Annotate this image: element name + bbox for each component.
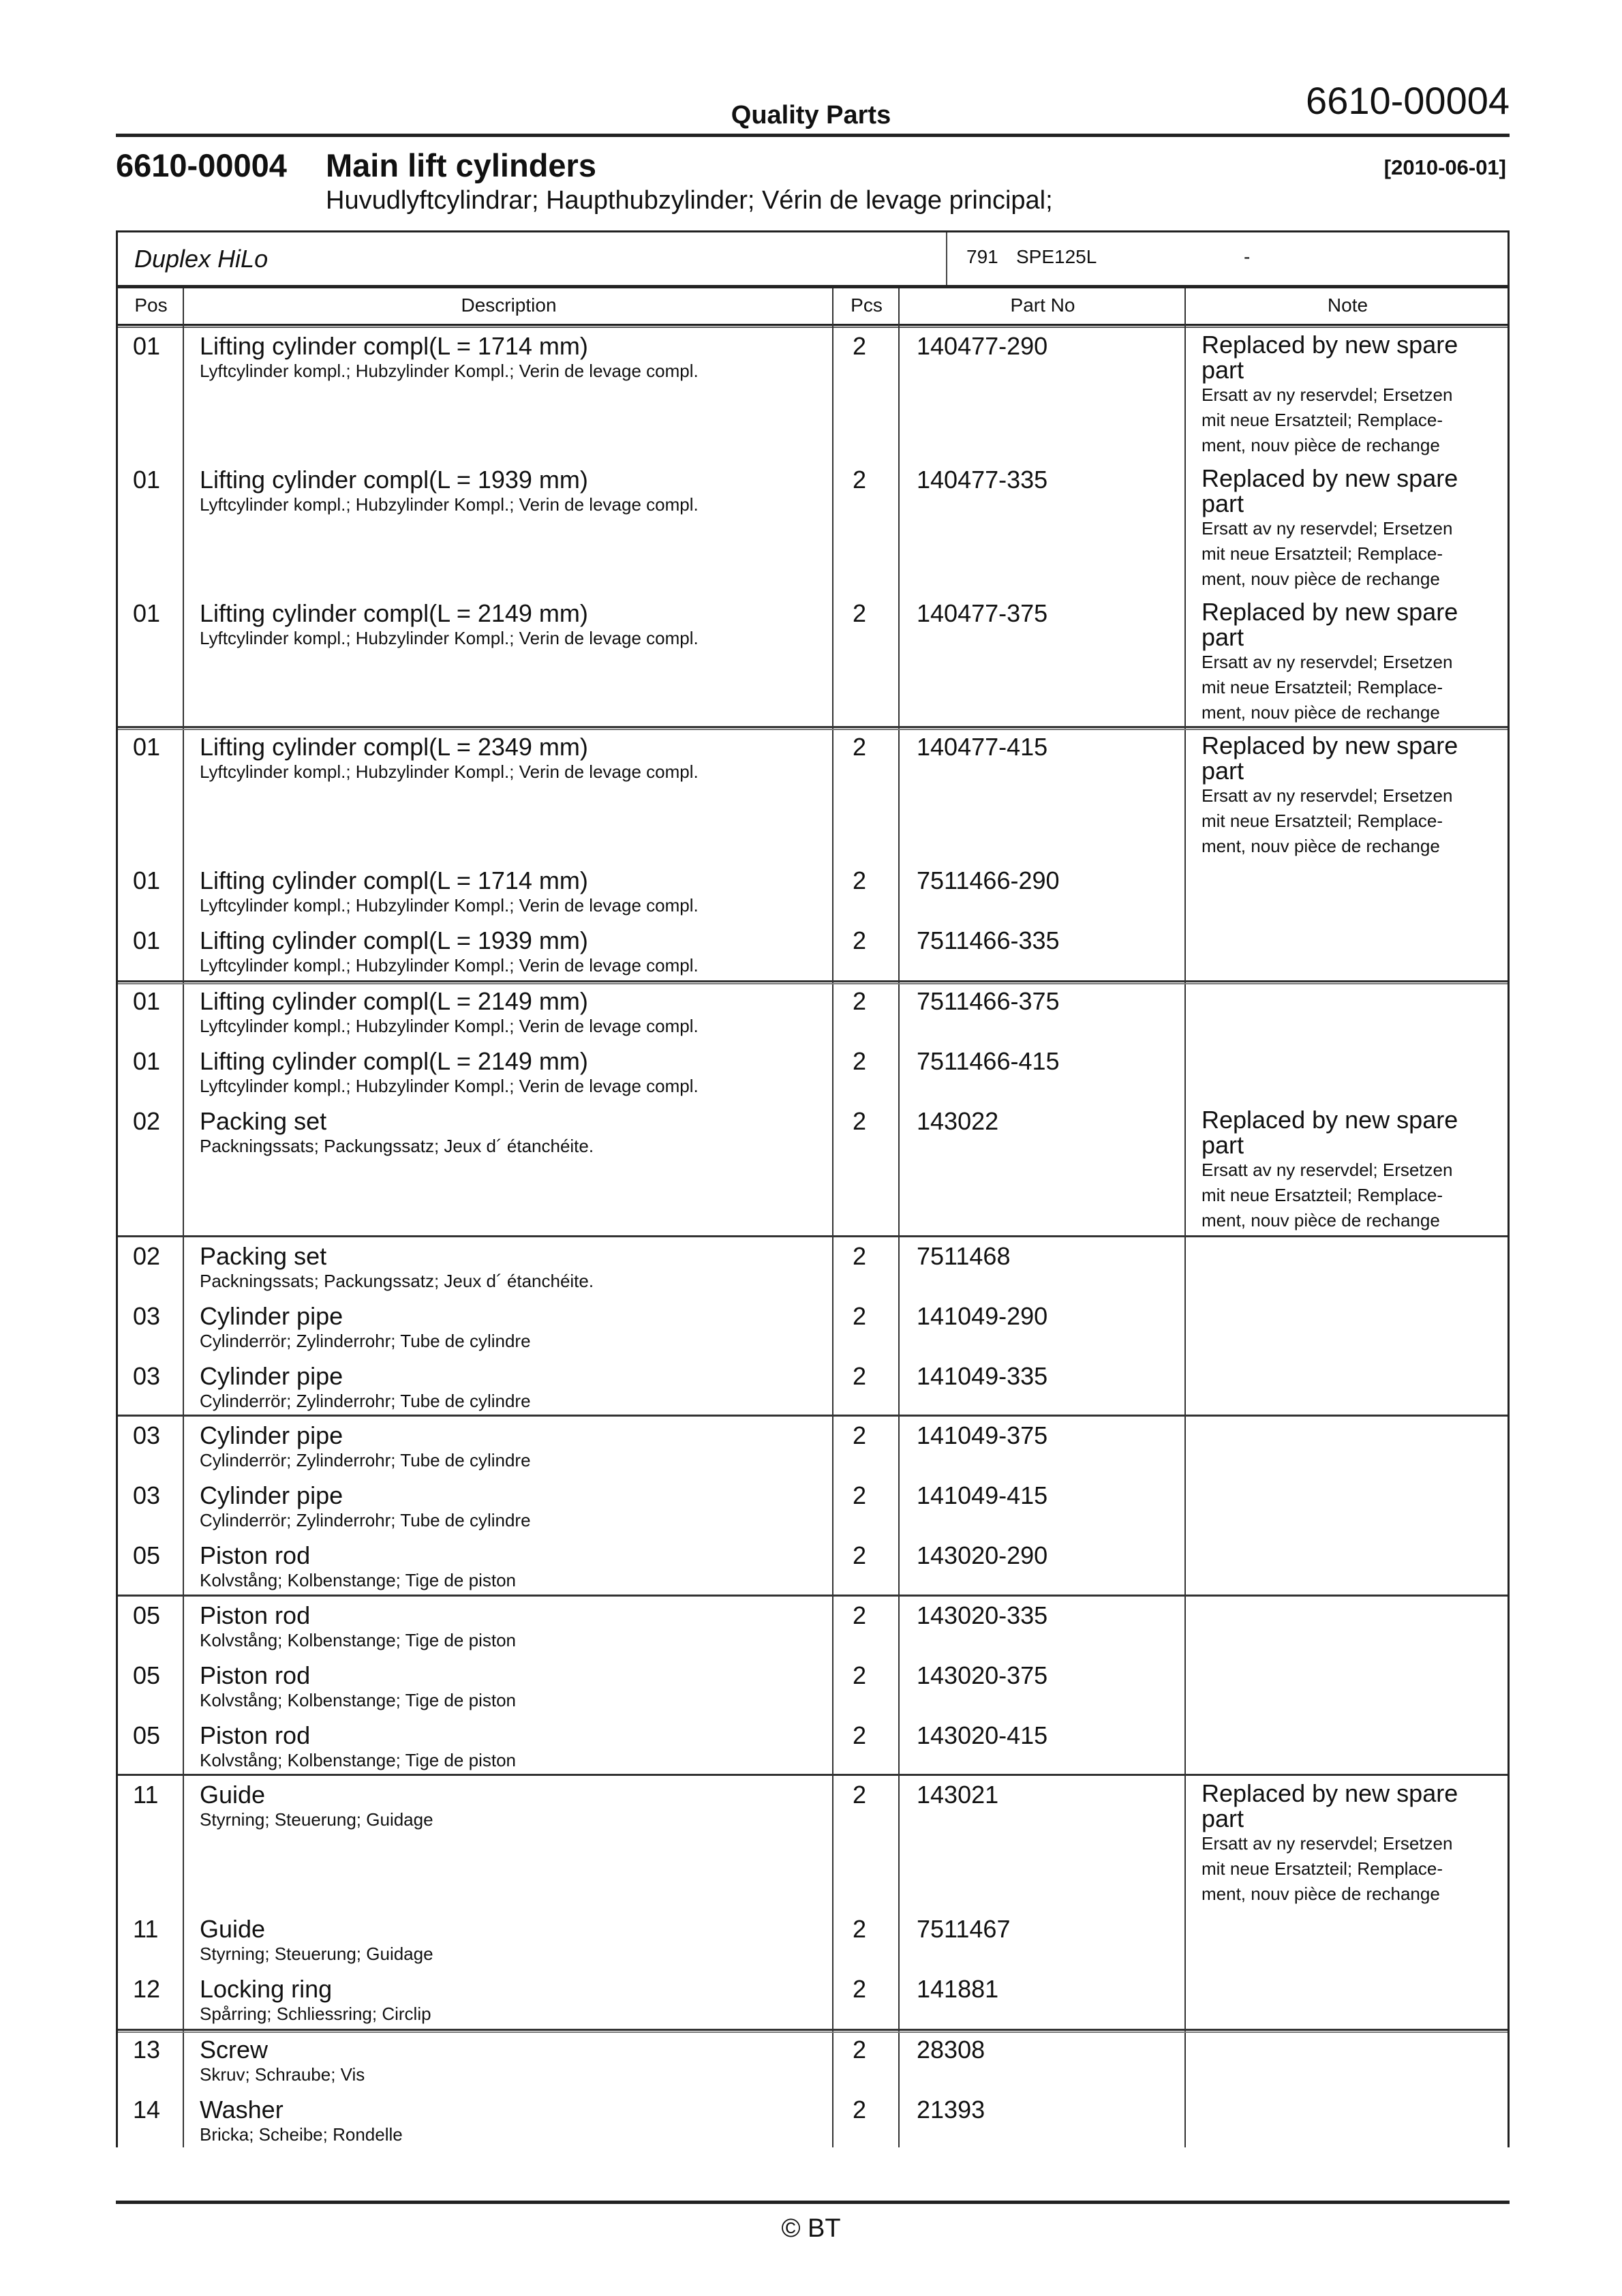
row-translation: Cylinderrör; Zylinderrohr; Tube de cylindre xyxy=(200,1391,531,1411)
row-description: Cylinder pipe xyxy=(200,1481,343,1509)
row-pcs: 2 xyxy=(853,332,867,360)
row-description: Cylinder pipe xyxy=(200,1421,343,1449)
row-part-no[interactable]: 143020-290 xyxy=(917,1541,1048,1569)
note-main: part xyxy=(1202,757,1244,785)
row-pos: 12 xyxy=(133,1975,161,2003)
row-pcs: 2 xyxy=(853,1915,867,1943)
row-part-no[interactable]: 140477-290 xyxy=(917,332,1048,360)
row-translation: Kolvstång; Kolbenstange; Tige de piston xyxy=(200,1750,516,1770)
footer-divider xyxy=(116,2201,1510,2204)
row-pos: 11 xyxy=(133,1915,159,1943)
group-divider xyxy=(118,2029,1508,2033)
note-main: part xyxy=(1202,623,1244,651)
note-main: Replaced by new spare xyxy=(1202,1106,1458,1134)
row-pcs: 2 xyxy=(853,1242,867,1270)
row-part-no[interactable]: 141049-290 xyxy=(917,1302,1048,1330)
group-divider xyxy=(118,726,1508,730)
group-divider xyxy=(118,1415,1508,1417)
row-part-no[interactable]: 143022 xyxy=(917,1107,999,1135)
row-pos: 01 xyxy=(133,866,161,894)
row-pos: 05 xyxy=(133,1601,161,1629)
note-main: Replaced by new spare xyxy=(1202,1779,1458,1807)
row-pos: 02 xyxy=(133,1242,161,1270)
note-sub: Ersatt av ny reservdel; Ersetzen xyxy=(1202,384,1453,405)
row-translation: Kolvstång; Kolbenstange; Tige de piston xyxy=(200,1630,516,1650)
group-divider xyxy=(118,1774,1508,1776)
row-description: Lifting cylinder compl(L = 2349 mm) xyxy=(200,733,588,761)
row-pos: 03 xyxy=(133,1302,161,1330)
row-part-no[interactable]: 140477-335 xyxy=(917,466,1048,494)
note-main: part xyxy=(1202,1804,1244,1832)
row-pos: 01 xyxy=(133,1047,161,1075)
row-pcs: 2 xyxy=(853,1047,867,1075)
note-sub: ment, nouv pièce de rechange xyxy=(1202,1210,1440,1230)
note-sub: Ersatt av ny reservdel; Ersetzen xyxy=(1202,785,1453,806)
header-rule xyxy=(118,324,1508,328)
row-description: Lifting cylinder compl(L = 1714 mm) xyxy=(200,866,588,894)
row-part-no[interactable]: 140477-375 xyxy=(917,599,1048,627)
row-pcs: 2 xyxy=(853,1721,867,1749)
row-pcs: 2 xyxy=(853,1421,867,1449)
group-divider xyxy=(118,1235,1508,1237)
note-sub: mit neue Ersatzteil; Remplace- xyxy=(1202,1858,1443,1879)
row-part-no[interactable]: 141049-375 xyxy=(917,1421,1048,1449)
row-description: Lifting cylinder compl(L = 2149 mm) xyxy=(200,1047,588,1075)
page-title-code: 6610-00004 xyxy=(116,147,287,183)
row-pcs: 2 xyxy=(853,866,867,894)
row-pcs: 2 xyxy=(853,1781,867,1809)
column-divider xyxy=(1184,288,1186,2147)
row-translation: Bricka; Scheibe; Rondelle xyxy=(200,2124,403,2145)
column-divider xyxy=(832,288,833,2147)
row-description: Packing set xyxy=(200,1107,327,1135)
row-description: Locking ring xyxy=(200,1975,333,2003)
column-header-part-no: Part No xyxy=(1010,294,1075,316)
model-divider xyxy=(946,232,947,285)
row-pos: 01 xyxy=(133,926,161,954)
row-pos: 01 xyxy=(133,332,161,360)
row-translation: Lyftcylinder kompl.; Hubzylinder Kompl.; Verin de levage compl. xyxy=(200,761,699,782)
note-main: part xyxy=(1202,356,1244,384)
row-part-no[interactable]: 7511466-415 xyxy=(917,1047,1060,1075)
row-translation: Skruv; Schraube; Vis xyxy=(200,2064,365,2085)
row-description: Lifting cylinder compl(L = 1939 mm) xyxy=(200,466,588,494)
note-sub: ment, nouv pièce de rechange xyxy=(1202,702,1440,723)
row-part-no[interactable]: 143020-335 xyxy=(917,1601,1048,1629)
row-part-no[interactable]: 7511466-375 xyxy=(917,987,1060,1015)
note-main: Replaced by new spare xyxy=(1202,464,1458,492)
note-main: part xyxy=(1202,489,1244,517)
note-sub: mit neue Ersatzteil; Remplace- xyxy=(1202,677,1443,697)
column-divider xyxy=(183,288,184,2147)
model-type: SPE125L xyxy=(1016,246,1097,267)
row-translation: Styrning; Steuerung; Guidage xyxy=(200,1944,433,1964)
note-sub: mit neue Ersatzteil; Remplace- xyxy=(1202,1185,1443,1205)
row-part-no[interactable]: 141881 xyxy=(917,1975,999,2003)
note-main: part xyxy=(1202,1131,1244,1159)
row-pcs: 2 xyxy=(853,2036,867,2064)
row-pcs: 2 xyxy=(853,1302,867,1330)
row-pcs: 2 xyxy=(853,1481,867,1509)
page-title: Main lift cylinders xyxy=(326,147,596,183)
header-doc-number: 6610-00004 xyxy=(1306,79,1510,122)
row-note xyxy=(1202,733,1495,859)
row-translation: Lyftcylinder kompl.; Hubzylinder Kompl.; Verin de levage compl. xyxy=(200,361,699,381)
row-note xyxy=(1202,599,1495,725)
row-translation: Lyftcylinder kompl.; Hubzylinder Kompl.; Verin de levage compl. xyxy=(200,1076,699,1096)
row-description: Lifting cylinder compl(L = 1714 mm) xyxy=(200,332,588,360)
column-header-pos: Pos xyxy=(134,294,168,316)
row-translation: Cylinderrör; Zylinderrohr; Tube de cylindre xyxy=(200,1331,531,1351)
column-header-note: Note xyxy=(1327,294,1368,316)
row-description: Packing set xyxy=(200,1242,327,1270)
header-section-title: Quality Parts xyxy=(731,101,891,130)
note-sub: mit neue Ersatzteil; Remplace- xyxy=(1202,811,1443,831)
row-translation: Lyftcylinder kompl.; Hubzylinder Kompl.; Verin de levage compl. xyxy=(200,628,699,648)
row-part-no[interactable]: 7511466-290 xyxy=(917,866,1060,894)
row-pcs: 2 xyxy=(853,1362,867,1390)
note-sub: Ersatt av ny reservdel; Ersetzen xyxy=(1202,1160,1453,1180)
row-description: Screw xyxy=(200,2036,269,2064)
row-part-no[interactable]: 141049-415 xyxy=(917,1481,1048,1509)
row-translation: Kolvstång; Kolbenstange; Tige de piston xyxy=(200,1690,516,1710)
column-header-pcs: Pcs xyxy=(851,294,883,316)
row-pos: 05 xyxy=(133,1541,161,1569)
row-note xyxy=(1202,1107,1495,1233)
row-part-no[interactable]: 28308 xyxy=(917,2036,985,2064)
footer-copyright: © BT xyxy=(781,2214,841,2243)
row-pos: 01 xyxy=(133,599,161,627)
row-description: Lifting cylinder compl(L = 2149 mm) xyxy=(200,599,588,627)
row-part-no[interactable]: 7511468 xyxy=(917,1242,1011,1270)
note-sub: ment, nouv pièce de rechange xyxy=(1202,569,1440,589)
row-pcs: 2 xyxy=(853,1541,867,1569)
row-translation: Lyftcylinder kompl.; Hubzylinder Kompl.; Verin de levage compl. xyxy=(200,955,699,976)
note-main: Replaced by new spare xyxy=(1202,598,1458,626)
row-pos: 01 xyxy=(133,466,161,494)
row-translation: Styrning; Steuerung; Guidage xyxy=(200,1809,433,1830)
page-subtitle-translations: Huvudlyftcylindrar; Haupthubzylinder; Vérin de levage principal; xyxy=(326,186,1053,215)
note-sub: ment, nouv pièce de rechange xyxy=(1202,836,1440,856)
row-part-no[interactable]: 143020-415 xyxy=(917,1721,1048,1749)
row-description: Piston rod xyxy=(200,1601,311,1629)
row-pcs: 2 xyxy=(853,1107,867,1135)
row-description: Lifting cylinder compl(L = 1939 mm) xyxy=(200,926,588,954)
row-pos: 14 xyxy=(133,2096,161,2124)
parts-table xyxy=(116,230,1510,2147)
note-main: Replaced by new spare xyxy=(1202,331,1458,359)
row-note xyxy=(1202,332,1495,458)
row-part-no[interactable]: 7511467 xyxy=(917,1915,1011,1943)
row-description: Washer xyxy=(200,2096,284,2124)
row-part-no[interactable]: 143021 xyxy=(917,1781,999,1809)
row-pcs: 2 xyxy=(853,733,867,761)
row-pos: 03 xyxy=(133,1421,161,1449)
row-pos: 01 xyxy=(133,987,161,1015)
note-sub: ment, nouv pièce de rechange xyxy=(1202,435,1440,455)
row-description: Piston rod xyxy=(200,1661,311,1689)
row-pcs: 2 xyxy=(853,926,867,954)
row-pcs: 2 xyxy=(853,1601,867,1629)
row-pos: 03 xyxy=(133,1362,161,1390)
row-description: Cylinder pipe xyxy=(200,1362,343,1390)
row-translation: Spårring; Schliessring; Circlip xyxy=(200,2004,431,2024)
note-sub: Ersatt av ny reservdel; Ersetzen xyxy=(1202,518,1453,539)
note-sub: ment, nouv pièce de rechange xyxy=(1202,1884,1440,1904)
row-translation: Kolvstång; Kolbenstange; Tige de piston xyxy=(200,1570,516,1590)
row-pcs: 2 xyxy=(853,1661,867,1689)
row-translation: Packningssats; Packungssatz; Jeux d´ étanchéite. xyxy=(200,1136,594,1156)
row-pos: 05 xyxy=(133,1721,161,1749)
row-pos: 13 xyxy=(133,2036,161,2064)
row-pcs: 2 xyxy=(853,987,867,1015)
row-part-no[interactable]: 141049-335 xyxy=(917,1362,1048,1390)
note-sub: Ersatt av ny reservdel; Ersetzen xyxy=(1202,1833,1453,1854)
note-main: Replaced by new spare xyxy=(1202,731,1458,759)
row-pos: 05 xyxy=(133,1661,161,1689)
model-name: Duplex HiLo xyxy=(134,245,269,273)
column-header-description: Description xyxy=(461,294,557,316)
row-pcs: 2 xyxy=(853,466,867,494)
row-pcs: 2 xyxy=(853,1975,867,2003)
row-translation: Lyftcylinder kompl.; Hubzylinder Kompl.; Verin de levage compl. xyxy=(200,494,699,515)
row-translation: Cylinderrör; Zylinderrohr; Tube de cylindre xyxy=(200,1510,531,1530)
row-description: Piston rod xyxy=(200,1721,311,1749)
page-date: [2010-06-01] xyxy=(1383,155,1506,179)
row-part-no[interactable]: 143020-375 xyxy=(917,1661,1048,1689)
row-translation: Cylinderrör; Zylinderrohr; Tube de cylindre xyxy=(200,1450,531,1470)
row-translation: Lyftcylinder kompl.; Hubzylinder Kompl.; Verin de levage compl. xyxy=(200,895,699,916)
row-part-no[interactable]: 21393 xyxy=(917,2096,985,2124)
row-description: Guide xyxy=(200,1781,266,1809)
row-pos: 03 xyxy=(133,1481,161,1509)
header-divider xyxy=(116,134,1510,137)
row-translation: Lyftcylinder kompl.; Hubzylinder Kompl.; Verin de levage compl. xyxy=(200,1016,699,1036)
row-translation: Packningssats; Packungssatz; Jeux d´ étanchéite. xyxy=(200,1271,594,1291)
row-description: Cylinder pipe xyxy=(200,1302,343,1330)
row-description: Lifting cylinder compl(L = 2149 mm) xyxy=(200,987,588,1015)
row-description: Piston rod xyxy=(200,1541,311,1569)
model-row xyxy=(118,232,1508,288)
row-pos: 02 xyxy=(133,1107,161,1135)
model-extra: - xyxy=(1244,246,1251,267)
row-pcs: 2 xyxy=(853,2096,867,2124)
row-description: Guide xyxy=(200,1915,266,1943)
note-sub: mit neue Ersatzteil; Remplace- xyxy=(1202,410,1443,430)
note-sub: mit neue Ersatzteil; Remplace- xyxy=(1202,543,1443,564)
row-part-no[interactable]: 7511466-335 xyxy=(917,926,1060,954)
row-note xyxy=(1202,466,1495,592)
row-pos: 01 xyxy=(133,733,161,761)
group-divider xyxy=(118,980,1508,984)
row-part-no[interactable]: 140477-415 xyxy=(917,733,1048,761)
model-code: 791 xyxy=(966,246,998,267)
row-pcs: 2 xyxy=(853,599,867,627)
column-divider xyxy=(898,288,900,2147)
row-note xyxy=(1202,1781,1495,1907)
group-divider xyxy=(118,1595,1508,1597)
row-pos: 11 xyxy=(133,1781,159,1809)
note-sub: Ersatt av ny reservdel; Ersetzen xyxy=(1202,652,1453,672)
